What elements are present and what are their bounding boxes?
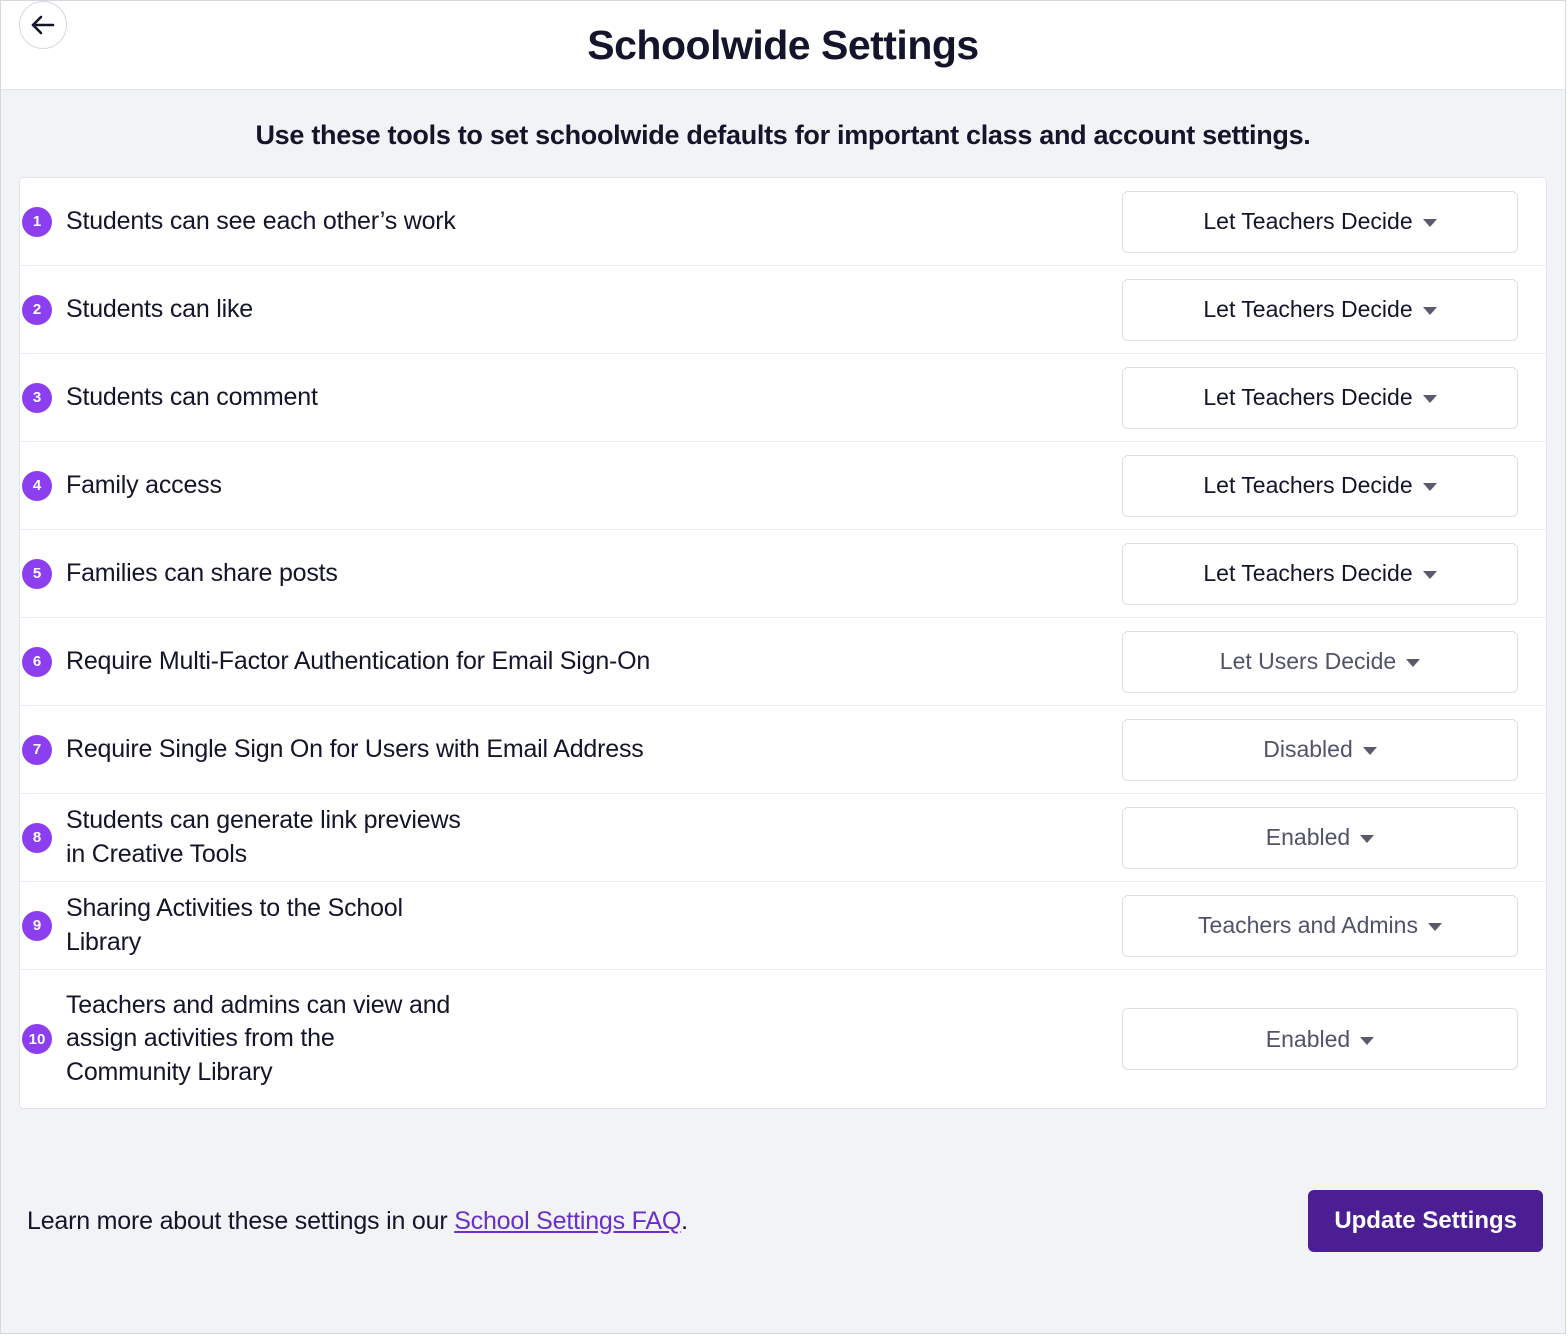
settings-row (20, 442, 1546, 530)
setting-label: Require Single Sign On for Users with Email Address (66, 734, 644, 763)
dropdown-value: Let Teachers Decide (1203, 296, 1413, 322)
setting-label-line: Teachers and admins can view and (66, 991, 451, 1020)
row-number-badge: 6 (22, 647, 52, 677)
chevron-down-icon (1360, 1037, 1374, 1045)
chevron-down-icon (1423, 307, 1437, 315)
chevron-down-icon (1423, 219, 1437, 227)
chevron-down-icon (1363, 747, 1377, 755)
setting-label (66, 804, 481, 871)
chevron-down-icon (1406, 659, 1420, 667)
setting-label (66, 989, 470, 1089)
row-number-badge: 3 (22, 383, 52, 413)
row-number-badge: 5 (22, 559, 52, 589)
setting-label-line: Library (66, 927, 142, 956)
settings-row (20, 530, 1546, 618)
setting-label-line: in Creative Tools (66, 839, 247, 868)
settings-row (20, 618, 1546, 706)
settings-row (20, 266, 1546, 354)
footer (1, 1109, 1565, 1333)
settings-row (20, 706, 1546, 794)
chevron-down-icon (1360, 835, 1374, 843)
page-subtitle: Use these tools to set schoolwide defaults for important class and account settings. (1, 90, 1565, 177)
update-settings-button[interactable]: Update Settings (1308, 1190, 1543, 1252)
dropdown-value: Let Users Decide (1219, 648, 1397, 674)
setting-label: Students can comment (66, 382, 318, 411)
chevron-down-icon (1423, 571, 1437, 579)
setting-value-dropdown[interactable] (1122, 631, 1518, 693)
footer-help-text (27, 1207, 688, 1236)
dropdown-value: Enabled (1265, 824, 1351, 850)
setting-value-dropdown[interactable] (1122, 807, 1518, 869)
settings-row (20, 970, 1546, 1108)
row-number-badge: 4 (22, 471, 52, 501)
setting-value-dropdown[interactable] (1122, 191, 1518, 253)
setting-value-dropdown[interactable] (1122, 455, 1518, 517)
footer-text-after: . (681, 1206, 688, 1235)
setting-value-dropdown[interactable] (1122, 279, 1518, 341)
setting-label-line: Students can generate link previews (66, 806, 461, 835)
setting-value-dropdown[interactable] (1122, 719, 1518, 781)
setting-label-line: assign activities from the (66, 1024, 335, 1053)
setting-label-line: Sharing Activities to the School (66, 894, 403, 923)
setting-value-dropdown[interactable] (1122, 895, 1518, 957)
dropdown-value: Disabled (1263, 736, 1353, 762)
settings-row (20, 354, 1546, 442)
row-number-badge: 10 (22, 1024, 52, 1054)
chevron-down-icon (1423, 483, 1437, 491)
settings-row (20, 178, 1546, 266)
setting-label (66, 892, 423, 959)
row-number-badge: 2 (22, 295, 52, 325)
page-title: Schoolwide Settings (587, 21, 979, 68)
dropdown-value: Let Teachers Decide (1203, 208, 1413, 234)
dropdown-value: Enabled (1265, 1025, 1351, 1052)
setting-value-dropdown[interactable] (1122, 367, 1518, 429)
back-button[interactable] (19, 1, 67, 49)
row-number-badge: 9 (22, 911, 52, 941)
setting-label-line: Community Library (66, 1057, 273, 1086)
dropdown-value: Let Teachers Decide (1203, 560, 1413, 586)
settings-row (20, 882, 1546, 970)
setting-value-dropdown[interactable] (1122, 1008, 1518, 1070)
dropdown-value: Let Teachers Decide (1203, 384, 1413, 410)
arrow-left-icon (30, 14, 56, 36)
settings-list (19, 177, 1547, 1109)
setting-label: Families can share posts (66, 558, 338, 587)
chevron-down-icon (1423, 395, 1437, 403)
page-header (1, 1, 1565, 90)
setting-label: Family access (66, 470, 222, 499)
row-number-badge: 1 (22, 207, 52, 237)
dropdown-value: Teachers and Admins (1198, 912, 1418, 938)
settings-row (20, 794, 1546, 882)
row-number-badge: 8 (22, 823, 52, 853)
setting-label: Students can see each other’s work (66, 206, 456, 235)
chevron-down-icon (1428, 923, 1442, 931)
row-number-badge: 7 (22, 735, 52, 765)
setting-label: Require Multi-Factor Authentication for Email Sign-On (66, 646, 651, 675)
setting-value-dropdown[interactable] (1122, 543, 1518, 605)
setting-label: Students can like (66, 294, 253, 323)
footer-text-before: Learn more about these settings in our (27, 1206, 455, 1235)
school-settings-faq-link[interactable]: School Settings FAQ (454, 1206, 682, 1235)
dropdown-value: Let Teachers Decide (1203, 472, 1413, 498)
